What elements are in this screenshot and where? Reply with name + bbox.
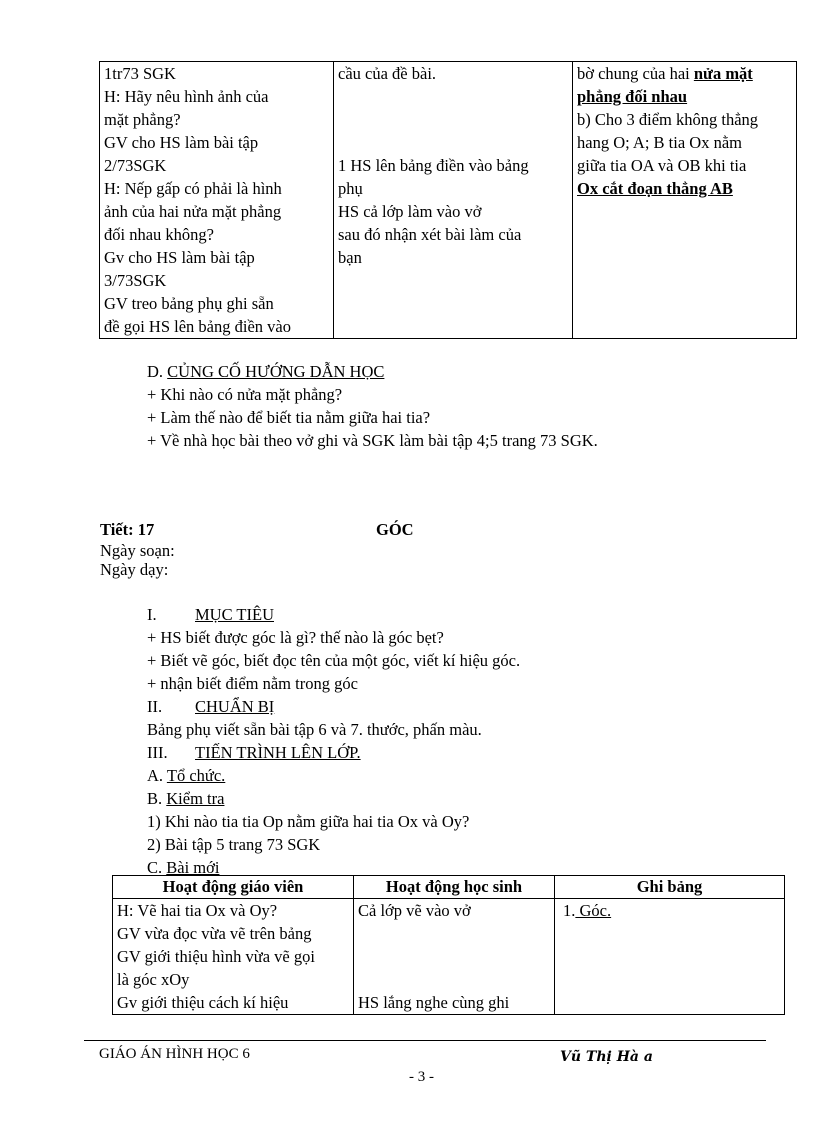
sub-a-heading [147, 764, 225, 787]
header-board-notes: Ghi bảng [555, 876, 785, 899]
cell-line: hang O; A; B tia Ox nằm [577, 133, 742, 152]
sub-c-title: Bài mới [166, 858, 220, 877]
cell-line: ảnh của hai nửa mặt phẳng [104, 202, 282, 221]
cell-line: 1tr73 SGK [104, 64, 176, 83]
cell-line: bạn [338, 248, 362, 267]
cell-line [358, 968, 550, 991]
cell-line: sau đó nhận xét bài làm của [338, 225, 522, 244]
prep-date: Ngày soạn: [100, 541, 175, 560]
cell-line: là góc xOy [117, 970, 190, 989]
list-item: + Làm thế nào để biết tia nằm giữa hai tia? [147, 408, 431, 427]
list-item: + Biết vẽ góc, biết đọc tên của một góc, viết kí hiệu góc. [147, 651, 521, 670]
cell-line: phụ [338, 179, 363, 198]
section-i-title: MỤC TIÊU [195, 605, 274, 624]
cell-line: Gv giới thiệu cách kí hiệu [117, 993, 289, 1012]
sub-b-heading [147, 787, 224, 810]
section-d-title: CỦNG CỐ HƯỚNG DẪN HỌC [167, 362, 385, 381]
cell-line [358, 922, 550, 945]
sub-b-prefix: B. [147, 789, 167, 808]
lesson-number: Tiết: 17 [100, 520, 155, 539]
section-ii-number: II. [147, 697, 163, 716]
lesson-table-continued [99, 61, 797, 339]
cell-line: H: Nếp gấp có phải là hình [104, 179, 282, 198]
cell-line: 3/73SGK [104, 271, 167, 290]
cell-line: b) Cho 3 điểm không thẳng [577, 110, 759, 129]
cell-line [338, 108, 568, 131]
cell-line: GV treo bảng phụ ghi sẵn [104, 294, 274, 313]
board-emphasis: nửa mặt [693, 64, 753, 83]
sub-a-prefix: A. [147, 766, 167, 785]
cell-line: giữa tia OA và OB khi tia [577, 156, 747, 175]
cell-line: 2/73SGK [104, 156, 167, 175]
list-item: 1) Khi nào tia tia Op nằm giữa hai tia Ox và Oy? [147, 812, 470, 831]
cell-line: 1 HS lên bảng điền vào bảng [338, 156, 529, 175]
cell-line: GV giới thiệu hình vừa vẽ gọi [117, 947, 315, 966]
student-activity-cell [334, 62, 573, 339]
list-item: 2) Bài tập 5 trang 73 SGK [147, 835, 321, 854]
cell-line: HS lắng nghe cùng ghi [358, 993, 510, 1012]
section-iii-title: TIẾN TRÌNH LÊN LỚP. [195, 743, 361, 762]
cell-line: HS cả lớp làm vào vở [338, 202, 482, 221]
section-d-heading [147, 360, 384, 383]
section-i-heading [147, 603, 274, 626]
list-item: + Khi nào có nửa mặt phẳng? [147, 385, 343, 404]
board-heading-number: 1. [563, 901, 576, 920]
cell-line: đối nhau không? [104, 225, 214, 244]
teacher-activity-cell [113, 899, 354, 1015]
list-item: + nhận biết điểm nằm trong góc [147, 674, 358, 693]
teacher-activity-list [104, 62, 329, 338]
teach-date: Ngày dạy: [100, 560, 169, 579]
student-activity-cell [354, 899, 555, 1015]
board-emphasis: phẳng đối nhau [577, 87, 688, 106]
cell-line: H: Hãy nêu hình ảnh của [104, 87, 269, 106]
sub-c-prefix: C. [147, 858, 167, 877]
cell-line: mặt phẳng? [104, 110, 181, 129]
list-item: + Về nhà học bài theo vở ghi và SGK làm bài tập 4;5 trang 73 SGK. [147, 431, 598, 450]
section-ii-heading [147, 695, 274, 718]
sub-a-title: Tổ chức. [166, 766, 226, 785]
section-ii-text: Bảng phụ viết sẵn bài tập 6 và 7. thước, phấn màu. [147, 720, 482, 739]
board-emphasis: Ox cắt đoạn thẳng AB [577, 179, 733, 198]
section-iii-number: III. [147, 743, 168, 762]
cell-line: GV cho HS làm bài tập [104, 133, 259, 152]
cell-line [358, 945, 550, 968]
page-number: - 3 - [409, 1069, 434, 1085]
header-student-activity: Hoạt động học sinh [354, 876, 555, 899]
sub-b-title: Kiểm tra [166, 789, 225, 808]
cell-line: Gv cho HS làm bài tập [104, 248, 255, 267]
cell-line [338, 131, 568, 154]
cell-line [338, 85, 568, 108]
section-iii-heading [147, 741, 361, 764]
cell-line: H: Vẽ hai tia Ox và Oy? [117, 901, 278, 920]
cell-line: cầu của đề bài. [338, 64, 437, 83]
lesson-title: GÓC [376, 520, 414, 539]
cell-line: đề gọi HS lên bảng điền vào [104, 317, 291, 336]
teacher-activity-cell [100, 62, 334, 339]
section-ii-title: CHUẨN BỊ [195, 697, 275, 716]
board-heading [559, 899, 780, 922]
lesson-activity-table [112, 875, 785, 1015]
footer-divider [84, 1040, 766, 1041]
section-d-prefix: D. [147, 362, 168, 381]
cell-line: Cả lớp vẽ vào vở [358, 901, 471, 920]
footer-title: GIÁO ÁN HÌNH HỌC 6 [99, 1046, 250, 1062]
cell-line [577, 62, 792, 85]
board-heading-title: Góc. [575, 901, 612, 920]
board-notes-cell [573, 62, 797, 339]
header-teacher-activity: Hoạt động giáo viên [113, 876, 354, 899]
list-item: + HS biết được góc là gì? thế nào là góc bẹt? [147, 628, 444, 647]
section-i-number: I. [147, 605, 157, 624]
author-signature: Vũ Thị Hà a [560, 1049, 653, 1065]
cell-line: GV vừa đọc vừa vẽ trên bảng [117, 924, 312, 943]
board-text: bờ chung của hai [577, 64, 694, 83]
board-notes-cell [555, 899, 785, 1015]
